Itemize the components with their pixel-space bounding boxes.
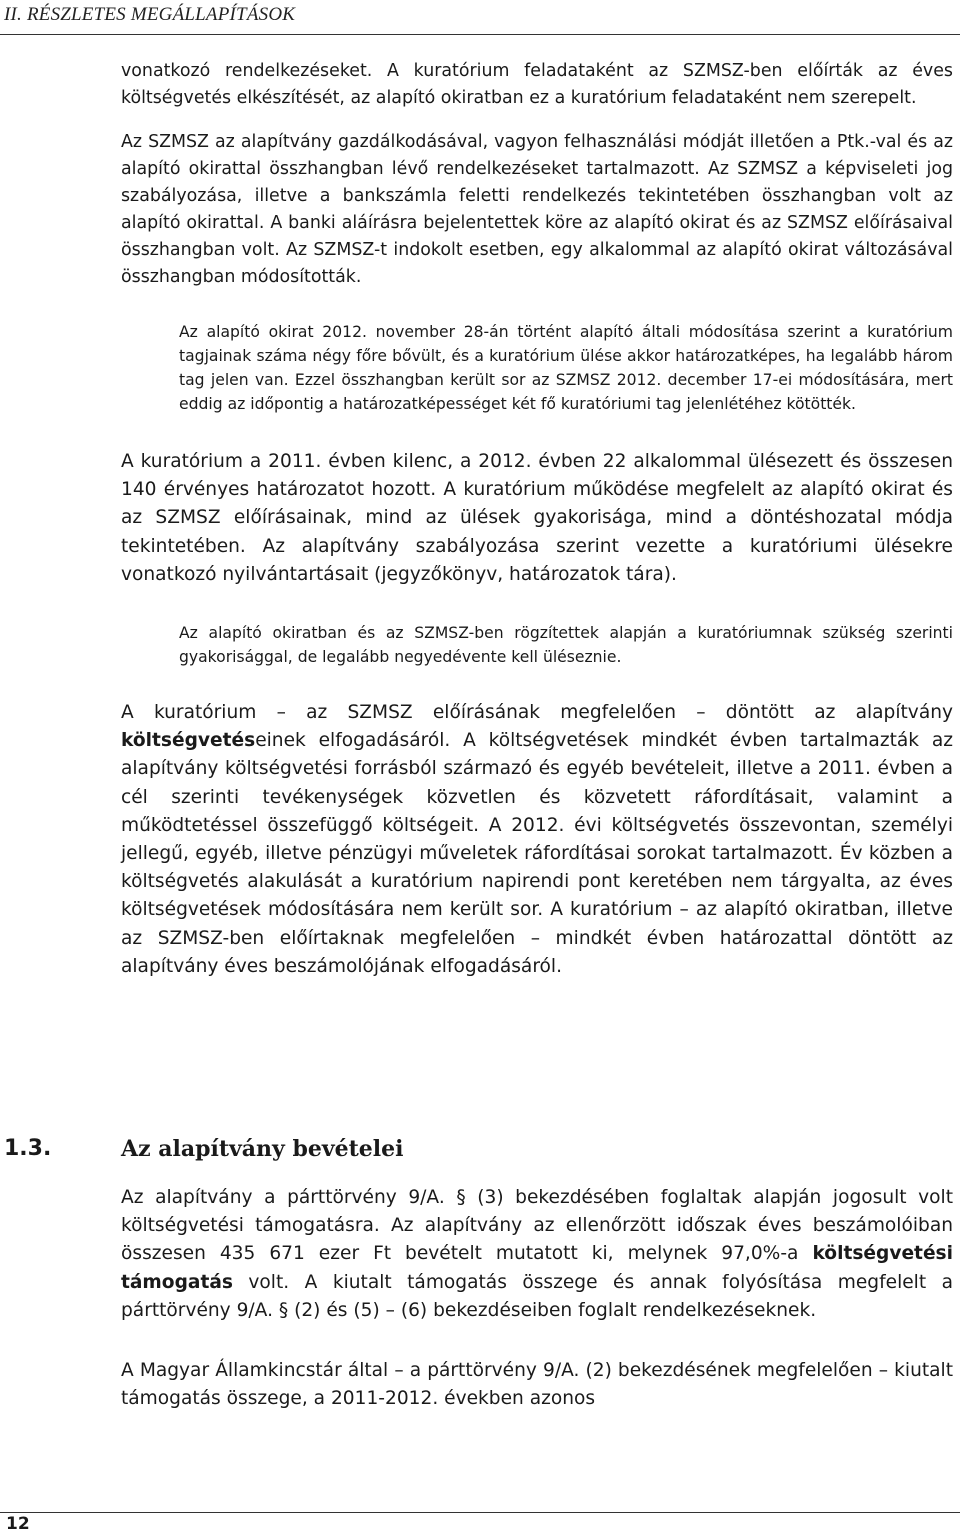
paragraph-7-text-b: volt. A kiutalt támogatás összege és annak folyósítása megfelelt a párttörvény 9/A. § (2) és (5) – (6) bekezdéseiben foglalt rendelkezéseknek. (121, 1271, 953, 1321)
paragraph-3: Az alapító okirat 2012. november 28-án történt alapító általi módosítása szerint a kuratórium tagjainak száma négy főre bővült, és a kuratórium ülése akkor határozatképes, ha legalább három tag jelen van. Ezzel összhangban került sor az SZMSZ 2012. december 17-ei módosítására, mert eddig az időpontig a határozatképességet két fő kuratóriumi tag jelenlétéhez kötötték. (179, 323, 953, 413)
paragraph-1: vonatkozó rendelkezéseket. A kuratórium feladataként az SZMSZ-ben előírták az éves költségvetés elkészítését, az alapító okiratban ez a kuratórium feladataként nem szerepelt. (121, 61, 953, 108)
paragraph-7-text-a: Az alapítvány a párttörvény 9/A. § (3) bekezdésében foglaltak alapján jogosult volt költségvetési támogatásra. Az alapítvány az ellenőrzött időszak éves beszámolóiban összesen 435 671 ezer Ft bevételt mutatott ki, melynek 97,0%-a (121, 1187, 953, 1265)
section-heading (0, 1136, 960, 1172)
header-rule (0, 34, 960, 35)
paragraph-5: Az alapító okiratban és az SZMSZ-ben rögzítettek alapján a kuratóriumnak szükség szerinti gyakorisággal, de legalább negyedévente kell üléseznie. (179, 624, 953, 667)
paragraph-4: A kuratórium a 2011. évben kilenc, a 2012. évben 22 alkalommal ülésezett és összesen 140 érvényes határozatot hozott. A kuratórium működése megfelelt az alapító okirat és az SZMSZ előírásainak, mind az ülések gyakorisága, mind a döntéshozatal módja tekintetében. Az alapítvány szabályozása szerint vezette a kuratóriumi ülésekre vonatkozó nyilvántartásait (jegyzőkönyv, határozatok tára). (121, 451, 953, 585)
body-column-upper (121, 58, 953, 981)
paragraph-7-bold: költségvetési támogatás (121, 1243, 953, 1293)
footer-rule (0, 1512, 960, 1513)
paragraph-8: A Magyar Államkincstár által – a párttörvény 9/A. (2) bekezdésének megfelelően – kiutalt támogatás összege, a 2011-2012. években azonos (121, 1360, 953, 1410)
paragraph-7 (121, 1184, 953, 1325)
paragraph-6-text-b: einek elfogadásáról. A költségvetések mindkét évben tartalmazták az alapítvány költségvetési forrásból származó és egyéb bevételeit, illetve a 2011. évben a cél szerinti tevékenységek közvetlen és közvetett ráfordításait, valamint a működtetéssel összefüggő költségeit. A 2012. évi költségvetés összevontan, személyi jellegű, egyéb, illetve pénzügyi műveletek ráfordításai sorokat tartalmazott. Év közben a költségvetés alakulását a kuratórium napirendi pont keretében nem tárgyalta, az éves költségvetések módosítására nem került sor. A kuratórium – az alapító okiratban, illetve az SZMSZ-ben előírtaknak megfelelően – mindkét évben határozattal döntött az alapítvány éves beszámolójának elfogadásáról. (121, 730, 953, 977)
page-number: 12 (6, 1514, 30, 1534)
section-title: Az alapítvány bevételei (121, 1136, 404, 1162)
running-title: II. RÉSZLETES MEGÁLLAPÍTÁSOK (4, 4, 296, 25)
paragraph-6-text-a: A kuratórium – az SZMSZ előírásának megfelelően – döntött az alapítvány (121, 702, 953, 724)
paragraph-6 (121, 699, 953, 981)
section-number: 1.3. (4, 1136, 52, 1161)
paragraph-6-bold: költségvetés (121, 730, 256, 752)
body-column-lower (121, 1184, 953, 1413)
paragraph-2: Az SZMSZ az alapítvány gazdálkodásával, vagyon felhasználási módját illetően a Ptk.-val és az alapító okirattal összhangban lévő rendelkezéseket tartalmazott. Az SZMSZ a képviseleti jog szabályozása, illetve a bankszámla feletti rendelkezés tekintetében összhangban volt az alapító okirattal. A banki aláírásra bejelentettek köre az alapító okirat és az SZMSZ előírásaival összhangban volt. Az SZMSZ-t indokolt esetben, egy alkalommal az alapító okirat változásával összhangban módosították. (121, 132, 953, 287)
